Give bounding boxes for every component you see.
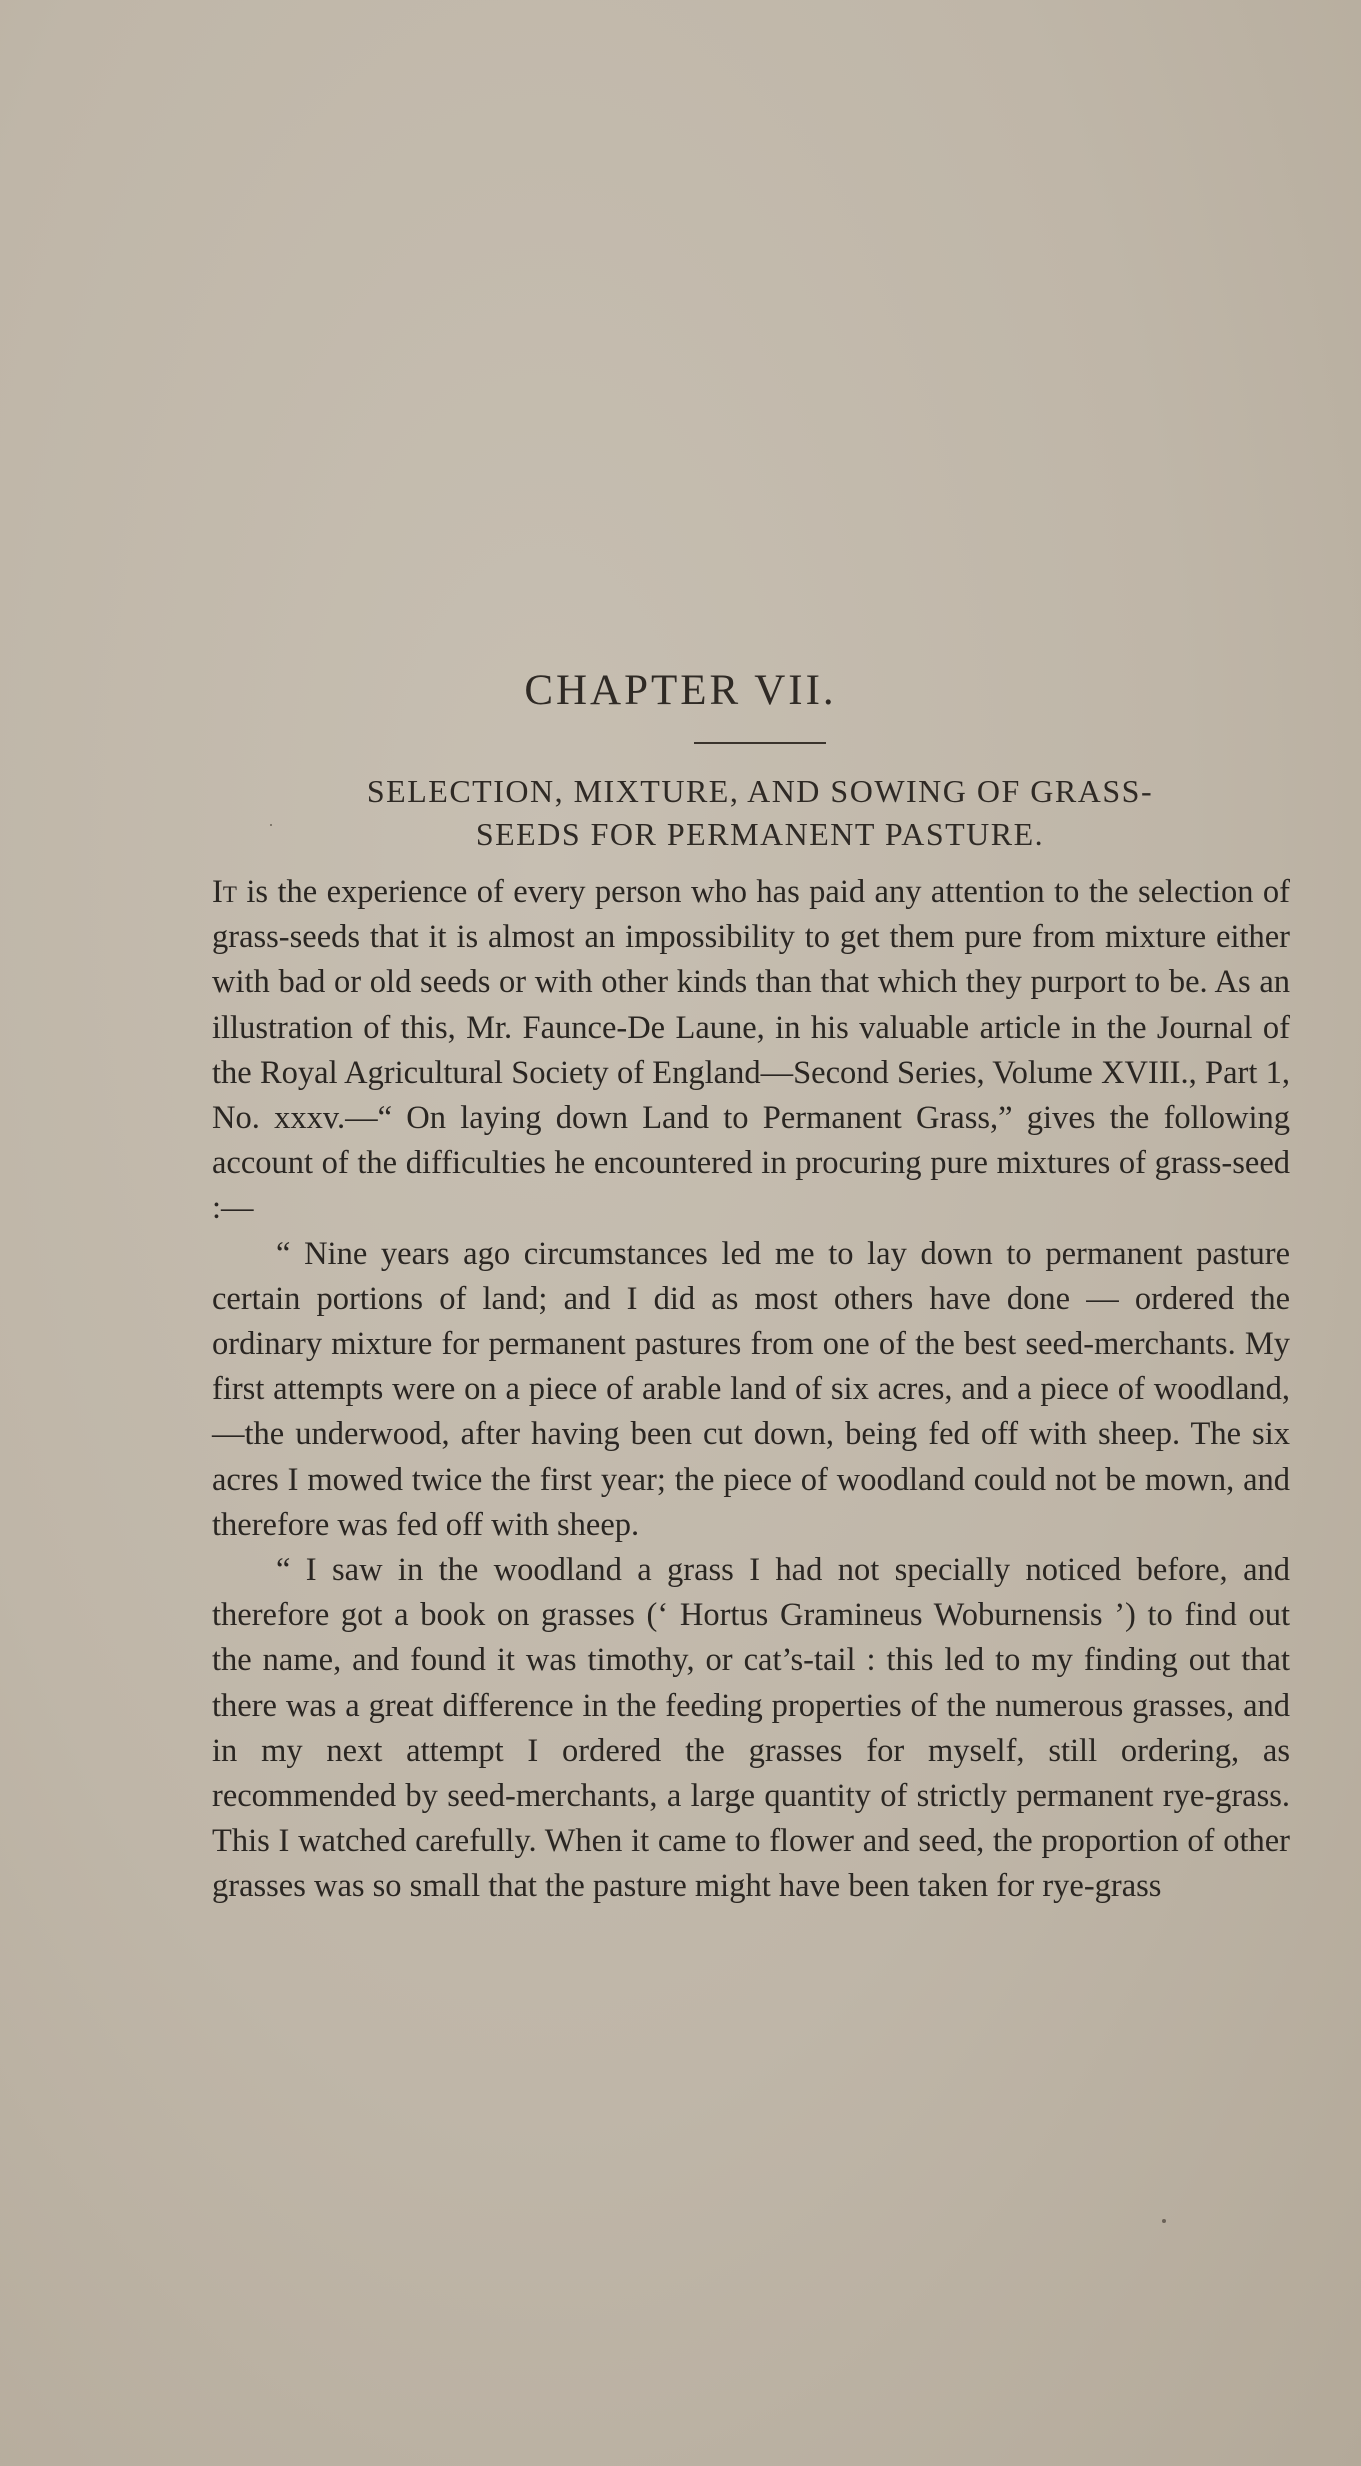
chapter-heading: CHAPTER VII. [524, 667, 837, 714]
paper-speck [1162, 2219, 1166, 2223]
paragraph-1-text: is the experience of every person who has paid any attention to the selection of grass-seeds that it is almost an impossibility to get them pure from mixture either with bad or old seeds or with other kinds than that which they purport to be. As an illustration of this, Mr. Faunce-De Laune, in his valuable article in the Journal of the Royal Agricultural Society of England—Second Series, Volume XVIII., Part 1, No. xxxv.—“ On laying down Land to Permanent Grass,” gives the following account of the difficulties he encountered in procuring pure mixtures of grass-seed :— [212, 874, 1290, 1227]
paragraph-2: “ Nine years ago circumstances led me to lay down to permanent pasture certain portions of land; and I did as most others have done — ordered the ordinary mixture for permanent pastures from one of the best seed-merchants. My first attempts were on a piece of arable land of six acres, and a piece of woodland, —the underwood, after having been cut down, being fed off with sheep. The six acres I mowed twice the first year; the piece of woodland could not be mown, and therefore was fed off with sheep. [212, 1235, 1290, 1543]
paragraph-1 [212, 870, 1290, 1232]
paper-speck [270, 824, 272, 826]
section-title-line-2: SEEDS FOR PERMANENT PASTURE. [475, 816, 1045, 852]
section-title-line-1: SELECTION, MIXTURE, AND SOWING OF GRASS- [366, 773, 1154, 809]
paragraph-1-lead-word: It [212, 874, 237, 910]
paragraph-3: “ I saw in the woodland a grass I had not specially noticed before, and therefore got a book on grasses (‘ Hortus Gramineus Woburnensis ’) to find out the name, and found it was timothy, or cat’s-tail : this led to my finding out that there was a great difference in the feeding properties of the numerous grasses, and in my next attempt I ordered the grasses for myself, still ordering, as recommended by seed-merchants, a large quantity of strictly permanent rye-grass. This I watched carefully. When it came to flower and seed, the proportion of other grasses was so small that the pasture might have been taken for rye-grass [212, 1552, 1290, 1905]
section-title [250, 770, 1270, 856]
body-text [212, 870, 1290, 1910]
heading-divider [694, 742, 826, 744]
